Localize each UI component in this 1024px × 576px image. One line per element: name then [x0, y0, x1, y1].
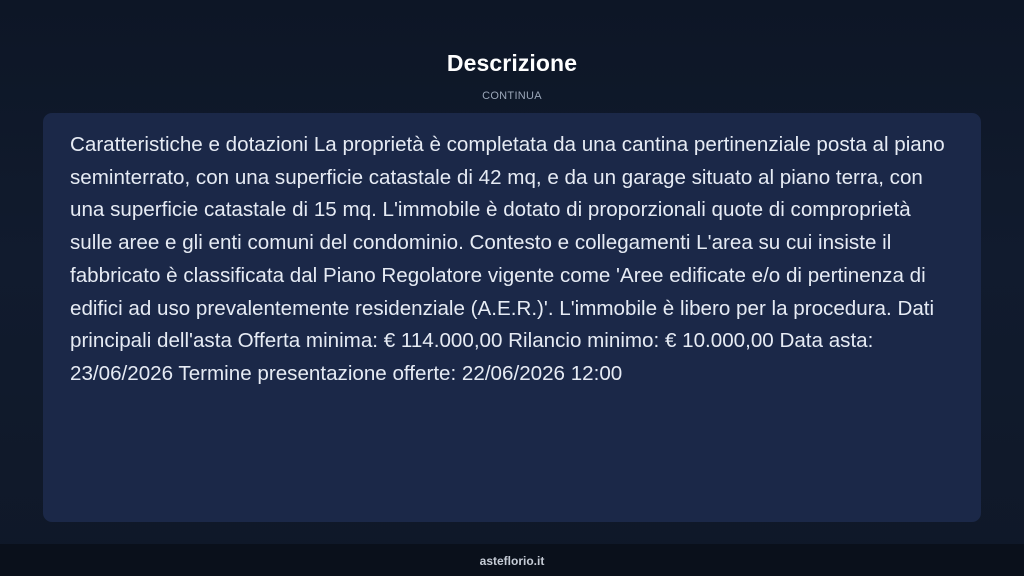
footer-bar: [0, 544, 1024, 576]
continuation-label: CONTINUA: [482, 90, 542, 102]
description-text: Caratteristiche e dotazioni La proprietà è completata da una cantina pertinenziale posta al piano seminterrato, con una superficie catastale di 42 mq, e da un garage situato al piano terra, con una superficie catastale di 15 mq. L'immobile è dotato di proporzionali quote di comproprietà sulle aree e gli enti comuni del condominio. Contesto e collegamenti L'area su cui insiste il fabbricato è classificata dal Piano Regolatore vigente come 'Aree edificate e/o di pertinenza di edifici ad uso prevalentemente residenziale (A.E.R.)'. L'immobile è libero per la procedura. Dati principali dell'asta Offerta minima: € 114.000,00 Rilancio minimo: € 10.000,00 Data asta: 23/06/2026 Termine presentazione offerte: 22/06/2026 12:00: [70, 133, 945, 385]
site-name: asteflorio.it: [479, 554, 545, 568]
page-title: Descrizione: [446, 50, 578, 76]
description-card: [43, 113, 981, 522]
